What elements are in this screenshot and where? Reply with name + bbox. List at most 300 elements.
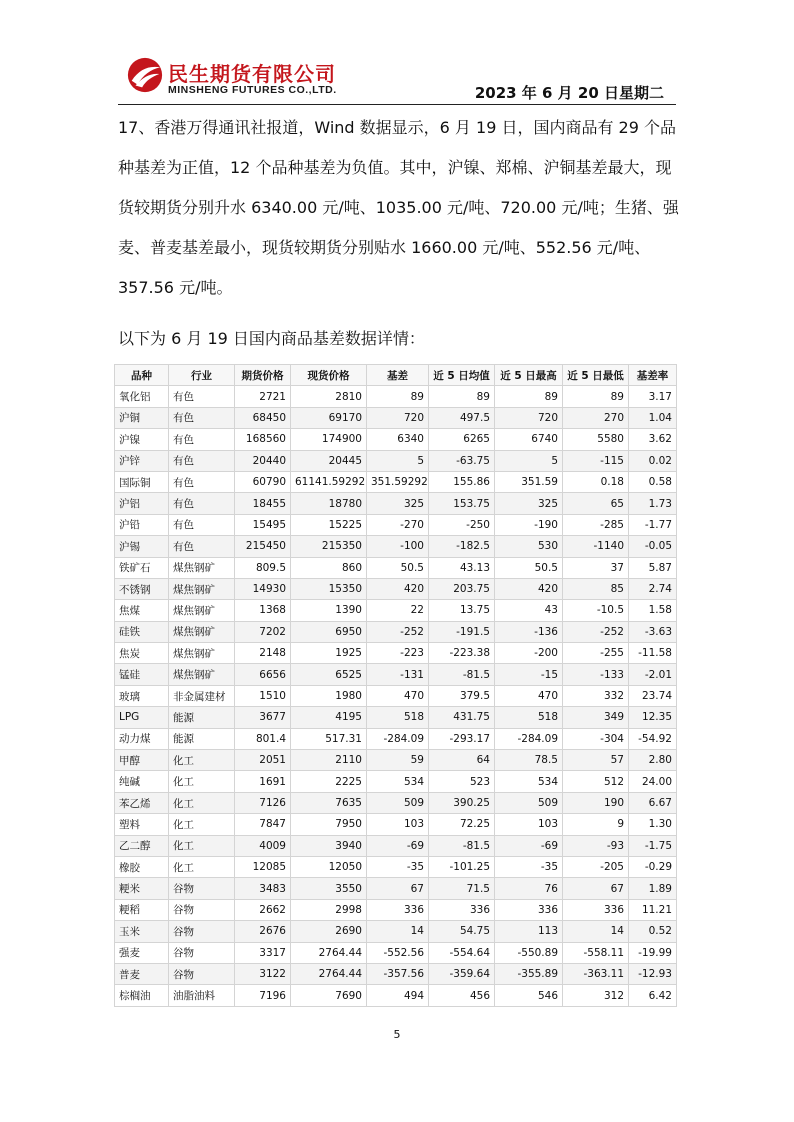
table-cell: 456 [429, 985, 495, 1006]
table-cell: 72.25 [429, 814, 495, 835]
table-cell: 332 [563, 685, 629, 706]
table-cell: 15225 [291, 514, 367, 535]
table-cell: 7202 [235, 621, 291, 642]
table-cell: 1.89 [629, 878, 677, 899]
table-cell: 甲醇 [115, 750, 169, 771]
table-cell: 1925 [291, 643, 367, 664]
table-cell: 棕榈油 [115, 985, 169, 1006]
table-cell: 720 [367, 407, 429, 428]
table-cell: 锰硅 [115, 664, 169, 685]
report-date: 2023 年 6 月 20 日星期二 [474, 84, 664, 102]
table-cell: 1.58 [629, 600, 677, 621]
table-cell: 54.75 [429, 921, 495, 942]
table-cell: -293.17 [429, 728, 495, 749]
table-cell: 2764.44 [291, 942, 367, 963]
table-row [115, 536, 677, 557]
table-cell: 546 [495, 985, 563, 1006]
table-header-row [115, 365, 677, 386]
table-cell: 351.59 [495, 471, 563, 492]
table-cell: 68450 [235, 407, 291, 428]
table-row [115, 450, 677, 471]
table-cell: 12.35 [629, 707, 677, 728]
table-cell: 7126 [235, 792, 291, 813]
table-cell: -252 [367, 621, 429, 642]
table-cell: -133 [563, 664, 629, 685]
table-cell: 7950 [291, 814, 367, 835]
news-paragraph: 17、香港万得通讯社报道，Wind 数据显示，6 月 19 日，国内商品有 29 个品种基差为正值，12 个品种基差为负值。其中，沪镍、郑棉、沪铜基差最大，现货较期货分别升水 6340.00 元/吨、1035.00 元/吨、720.00 元/吨；生猪、强麦、普麦基差最小，现货较期货分别贴水 1660.00 元/吨、552.56 元/吨、357.56 元/吨。 [118, 118, 679, 297]
table-cell: 18455 [235, 493, 291, 514]
table-cell: 518 [495, 707, 563, 728]
table-cell: 苯乙烯 [115, 792, 169, 813]
table-cell: 67 [563, 878, 629, 899]
table-cell: 2110 [291, 750, 367, 771]
table-cell: 336 [563, 899, 629, 920]
table-cell: 6950 [291, 621, 367, 642]
table-cell: 3317 [235, 942, 291, 963]
table-cell: 390.25 [429, 792, 495, 813]
table-cell: 0.52 [629, 921, 677, 942]
table-cell: -35 [367, 856, 429, 877]
table-cell: 煤焦钢矿 [169, 643, 235, 664]
table-cell: 橡胶 [115, 856, 169, 877]
table-cell: 270 [563, 407, 629, 428]
table-cell: 15350 [291, 578, 367, 599]
table-cell: -250 [429, 514, 495, 535]
table-cell: -355.89 [495, 963, 563, 984]
table-cell: 7847 [235, 814, 291, 835]
table-cell: 粳米 [115, 878, 169, 899]
table-cell: 168560 [235, 429, 291, 450]
column-header: 近 5 日最低 [563, 365, 629, 386]
table-cell: 硅铁 [115, 621, 169, 642]
table-cell: 2662 [235, 899, 291, 920]
table-cell: 78.5 [495, 750, 563, 771]
table-cell: -223.38 [429, 643, 495, 664]
table-cell: -284.09 [367, 728, 429, 749]
table-cell: 1.73 [629, 493, 677, 514]
page-header [118, 52, 676, 105]
table-cell: 22 [367, 600, 429, 621]
table-cell: -252 [563, 621, 629, 642]
table-row [115, 386, 677, 407]
table-cell: 60790 [235, 471, 291, 492]
table-cell: 动力煤 [115, 728, 169, 749]
table-cell: 6265 [429, 429, 495, 450]
table-cell: 1691 [235, 771, 291, 792]
table-cell: 215350 [291, 536, 367, 557]
table-cell: 4195 [291, 707, 367, 728]
table-row [115, 578, 677, 599]
table-cell: 国际铜 [115, 471, 169, 492]
company-name-cn: 民生期货有限公司 [168, 62, 336, 86]
table-cell: 2.80 [629, 750, 677, 771]
table-cell: 有色 [169, 386, 235, 407]
column-header: 基差率 [629, 365, 677, 386]
table-cell: -357.56 [367, 963, 429, 984]
table-cell: -11.58 [629, 643, 677, 664]
table-row [115, 707, 677, 728]
table-cell: 523 [429, 771, 495, 792]
table-cell: 13.75 [429, 600, 495, 621]
table-cell: 85 [563, 578, 629, 599]
table-cell: 509 [495, 792, 563, 813]
table-cell: 焦炭 [115, 643, 169, 664]
table-row [115, 899, 677, 920]
table-cell: 强麦 [115, 942, 169, 963]
table-cell: 431.75 [429, 707, 495, 728]
table-cell: 325 [495, 493, 563, 514]
table-cell: 7690 [291, 985, 367, 1006]
table-cell: 497.5 [429, 407, 495, 428]
table-cell: -69 [495, 835, 563, 856]
table-cell: 3677 [235, 707, 291, 728]
table-cell: 有色 [169, 450, 235, 471]
table-cell: 4009 [235, 835, 291, 856]
table-cell: 油脂油料 [169, 985, 235, 1006]
table-cell: 43 [495, 600, 563, 621]
column-header: 近 5 日均值 [429, 365, 495, 386]
table-cell: 能源 [169, 728, 235, 749]
table-cell: 煤焦钢矿 [169, 557, 235, 578]
table-cell: 43.13 [429, 557, 495, 578]
table-cell: -0.29 [629, 856, 677, 877]
table-cell: 50.5 [367, 557, 429, 578]
table-cell: 37 [563, 557, 629, 578]
column-header: 期货价格 [235, 365, 291, 386]
table-cell: 9 [563, 814, 629, 835]
table-cell: 6.42 [629, 985, 677, 1006]
table-cell: -285 [563, 514, 629, 535]
table-cell: 7196 [235, 985, 291, 1006]
table-cell: 12050 [291, 856, 367, 877]
table-row [115, 985, 677, 1006]
table-cell: 1390 [291, 600, 367, 621]
table-cell: 谷物 [169, 899, 235, 920]
table-cell: -101.25 [429, 856, 495, 877]
table-cell: 氧化铝 [115, 386, 169, 407]
column-header: 行业 [169, 365, 235, 386]
table-cell: -136 [495, 621, 563, 642]
table-row [115, 600, 677, 621]
table-cell: -304 [563, 728, 629, 749]
table-cell: -554.64 [429, 942, 495, 963]
table-cell: 113 [495, 921, 563, 942]
table-cell: 860 [291, 557, 367, 578]
table-cell: -3.63 [629, 621, 677, 642]
table-row [115, 493, 677, 514]
table-cell: -12.93 [629, 963, 677, 984]
table-cell: 59 [367, 750, 429, 771]
table-row [115, 664, 677, 685]
table-cell: 174900 [291, 429, 367, 450]
table-row [115, 771, 677, 792]
table-row [115, 514, 677, 535]
table-cell: 517.31 [291, 728, 367, 749]
table-cell: -223 [367, 643, 429, 664]
table-cell: 谷物 [169, 921, 235, 942]
table-cell: 14 [563, 921, 629, 942]
table-cell: 普麦 [115, 963, 169, 984]
table-cell: 玻璃 [115, 685, 169, 706]
table-cell: 化工 [169, 771, 235, 792]
table-cell: 518 [367, 707, 429, 728]
table-cell: 玉米 [115, 921, 169, 942]
table-cell: 有色 [169, 536, 235, 557]
company-logo-icon [126, 56, 164, 94]
table-cell: 6656 [235, 664, 291, 685]
table-cell: 煤焦钢矿 [169, 664, 235, 685]
table-cell: 0.58 [629, 471, 677, 492]
table-cell: 512 [563, 771, 629, 792]
table-cell: 809.5 [235, 557, 291, 578]
table-cell: 1980 [291, 685, 367, 706]
table-cell: 420 [495, 578, 563, 599]
table-cell: 2764.44 [291, 963, 367, 984]
table-cell: 2051 [235, 750, 291, 771]
table-cell: 3940 [291, 835, 367, 856]
table-cell: 11.21 [629, 899, 677, 920]
table-cell: 化工 [169, 814, 235, 835]
table-cell: 7635 [291, 792, 367, 813]
table-cell: 61141.59292 [291, 471, 367, 492]
table-cell: 20440 [235, 450, 291, 471]
table-cell: 336 [429, 899, 495, 920]
table-cell: 534 [495, 771, 563, 792]
table-cell: 89 [429, 386, 495, 407]
table-cell: 720 [495, 407, 563, 428]
table-row [115, 814, 677, 835]
table-cell: 5 [367, 450, 429, 471]
table-cell: 312 [563, 985, 629, 1006]
table-cell: 不锈钢 [115, 578, 169, 599]
table-cell: -1.77 [629, 514, 677, 535]
table-cell: 6740 [495, 429, 563, 450]
table-cell: 89 [495, 386, 563, 407]
table-cell: 沪铅 [115, 514, 169, 535]
table-cell: -359.64 [429, 963, 495, 984]
table-cell: 化工 [169, 835, 235, 856]
table-cell: 379.5 [429, 685, 495, 706]
table-cell: 化工 [169, 856, 235, 877]
table-cell: 534 [367, 771, 429, 792]
table-cell: 3.17 [629, 386, 677, 407]
table-cell: 2225 [291, 771, 367, 792]
table-row [115, 963, 677, 984]
table-cell: -2.01 [629, 664, 677, 685]
table-cell: 494 [367, 985, 429, 1006]
table-cell: 有色 [169, 407, 235, 428]
table-cell: -191.5 [429, 621, 495, 642]
table-cell: 2.74 [629, 578, 677, 599]
table-cell: 铁矿石 [115, 557, 169, 578]
table-cell: 6525 [291, 664, 367, 685]
table-cell: -255 [563, 643, 629, 664]
table-cell: -558.11 [563, 942, 629, 963]
table-cell: -205 [563, 856, 629, 877]
table-row [115, 921, 677, 942]
table-row [115, 643, 677, 664]
table-cell: 336 [495, 899, 563, 920]
table-cell: -15 [495, 664, 563, 685]
table-cell: 215450 [235, 536, 291, 557]
table-cell: 6.67 [629, 792, 677, 813]
table-cell: 乙二醇 [115, 835, 169, 856]
table-cell: 有色 [169, 514, 235, 535]
table-cell: 76 [495, 878, 563, 899]
table-cell: 沪锡 [115, 536, 169, 557]
table-row [115, 471, 677, 492]
table-cell: 谷物 [169, 942, 235, 963]
table-cell: 2810 [291, 386, 367, 407]
table-row [115, 728, 677, 749]
table-row [115, 750, 677, 771]
table-cell: -69 [367, 835, 429, 856]
table-cell: -115 [563, 450, 629, 471]
table-cell: 24.00 [629, 771, 677, 792]
table-cell: 煤焦钢矿 [169, 621, 235, 642]
table-cell: -131 [367, 664, 429, 685]
table-cell: 325 [367, 493, 429, 514]
table-cell: 化工 [169, 750, 235, 771]
table-cell: 1368 [235, 600, 291, 621]
table-cell: LPG [115, 707, 169, 728]
table-cell: 2148 [235, 643, 291, 664]
table-cell: 5 [495, 450, 563, 471]
table-cell: 谷物 [169, 878, 235, 899]
column-header: 品种 [115, 365, 169, 386]
table-cell: 64 [429, 750, 495, 771]
table-cell: 1.04 [629, 407, 677, 428]
table-cell: 有色 [169, 493, 235, 514]
table-cell: 沪锌 [115, 450, 169, 471]
commodity-basis-table [114, 364, 677, 1007]
table-cell: 470 [367, 685, 429, 706]
table-cell: 351.59292 [367, 471, 429, 492]
table-cell: -182.5 [429, 536, 495, 557]
table-row [115, 407, 677, 428]
table-cell: -284.09 [495, 728, 563, 749]
table-cell: -81.5 [429, 835, 495, 856]
table-cell: 1.30 [629, 814, 677, 835]
table-cell: 470 [495, 685, 563, 706]
table-cell: 509 [367, 792, 429, 813]
table-cell: 3483 [235, 878, 291, 899]
table-cell: 谷物 [169, 963, 235, 984]
table-cell: -200 [495, 643, 563, 664]
table-cell: -1.75 [629, 835, 677, 856]
table-cell: 化工 [169, 792, 235, 813]
column-header: 现货价格 [291, 365, 367, 386]
table-cell: -10.5 [563, 600, 629, 621]
table-cell: 煤焦钢矿 [169, 578, 235, 599]
table-cell: -1140 [563, 536, 629, 557]
table-cell: 2721 [235, 386, 291, 407]
table-cell: 67 [367, 878, 429, 899]
table-cell: 沪铝 [115, 493, 169, 514]
table-cell: -552.56 [367, 942, 429, 963]
table-cell: -100 [367, 536, 429, 557]
table-cell: -63.75 [429, 450, 495, 471]
column-header: 基差 [367, 365, 429, 386]
table-cell: 153.75 [429, 493, 495, 514]
table-cell: 粳稻 [115, 899, 169, 920]
table-cell: -190 [495, 514, 563, 535]
table-cell: -81.5 [429, 664, 495, 685]
table-row [115, 621, 677, 642]
table-cell: 沪镍 [115, 429, 169, 450]
table-cell: 14930 [235, 578, 291, 599]
table-cell: 2998 [291, 899, 367, 920]
table-row [115, 429, 677, 450]
table-cell: 2690 [291, 921, 367, 942]
table-cell: 煤焦钢矿 [169, 600, 235, 621]
table-intro: 以下为 6 月 19 日国内商品基差数据详情： [118, 329, 425, 348]
table-cell: 焦煤 [115, 600, 169, 621]
table-cell: 3.62 [629, 429, 677, 450]
table-cell: 塑料 [115, 814, 169, 835]
column-header: 近 5 日最高 [495, 365, 563, 386]
table-row [115, 792, 677, 813]
table-cell: 18780 [291, 493, 367, 514]
table-cell: 能源 [169, 707, 235, 728]
table-cell: 57 [563, 750, 629, 771]
table-cell: -550.89 [495, 942, 563, 963]
table-row [115, 685, 677, 706]
table-cell: 5.87 [629, 557, 677, 578]
table-cell: 1510 [235, 685, 291, 706]
table-cell: -363.11 [563, 963, 629, 984]
table-cell: 89 [563, 386, 629, 407]
table-cell: 420 [367, 578, 429, 599]
table-cell: 336 [367, 899, 429, 920]
table-cell: 3122 [235, 963, 291, 984]
table-cell: 15495 [235, 514, 291, 535]
table-cell: 纯碱 [115, 771, 169, 792]
table-cell: 190 [563, 792, 629, 813]
table-cell: -93 [563, 835, 629, 856]
table-row [115, 557, 677, 578]
table-cell: -35 [495, 856, 563, 877]
table-cell: -19.99 [629, 942, 677, 963]
page-number: 5 [393, 1028, 401, 1041]
table-cell: 5580 [563, 429, 629, 450]
table-cell: 89 [367, 386, 429, 407]
table-cell: 14 [367, 921, 429, 942]
table-cell: -0.05 [629, 536, 677, 557]
table-row [115, 856, 677, 877]
table-cell: 20445 [291, 450, 367, 471]
table-row [115, 878, 677, 899]
table-cell: 沪铜 [115, 407, 169, 428]
company-name-en: MINSHENG FUTURES CO.,LTD. [168, 84, 337, 96]
table-cell: 23.74 [629, 685, 677, 706]
table-cell: 有色 [169, 429, 235, 450]
table-cell: 103 [495, 814, 563, 835]
table-row [115, 942, 677, 963]
table-cell: 50.5 [495, 557, 563, 578]
table-cell: 155.86 [429, 471, 495, 492]
table-cell: 71.5 [429, 878, 495, 899]
table-cell: 0.18 [563, 471, 629, 492]
table-cell: 6340 [367, 429, 429, 450]
table-cell: 69170 [291, 407, 367, 428]
table-cell: 0.02 [629, 450, 677, 471]
table-cell: 65 [563, 493, 629, 514]
table-cell: 有色 [169, 471, 235, 492]
table-cell: 349 [563, 707, 629, 728]
table-cell: -54.92 [629, 728, 677, 749]
table-cell: -270 [367, 514, 429, 535]
